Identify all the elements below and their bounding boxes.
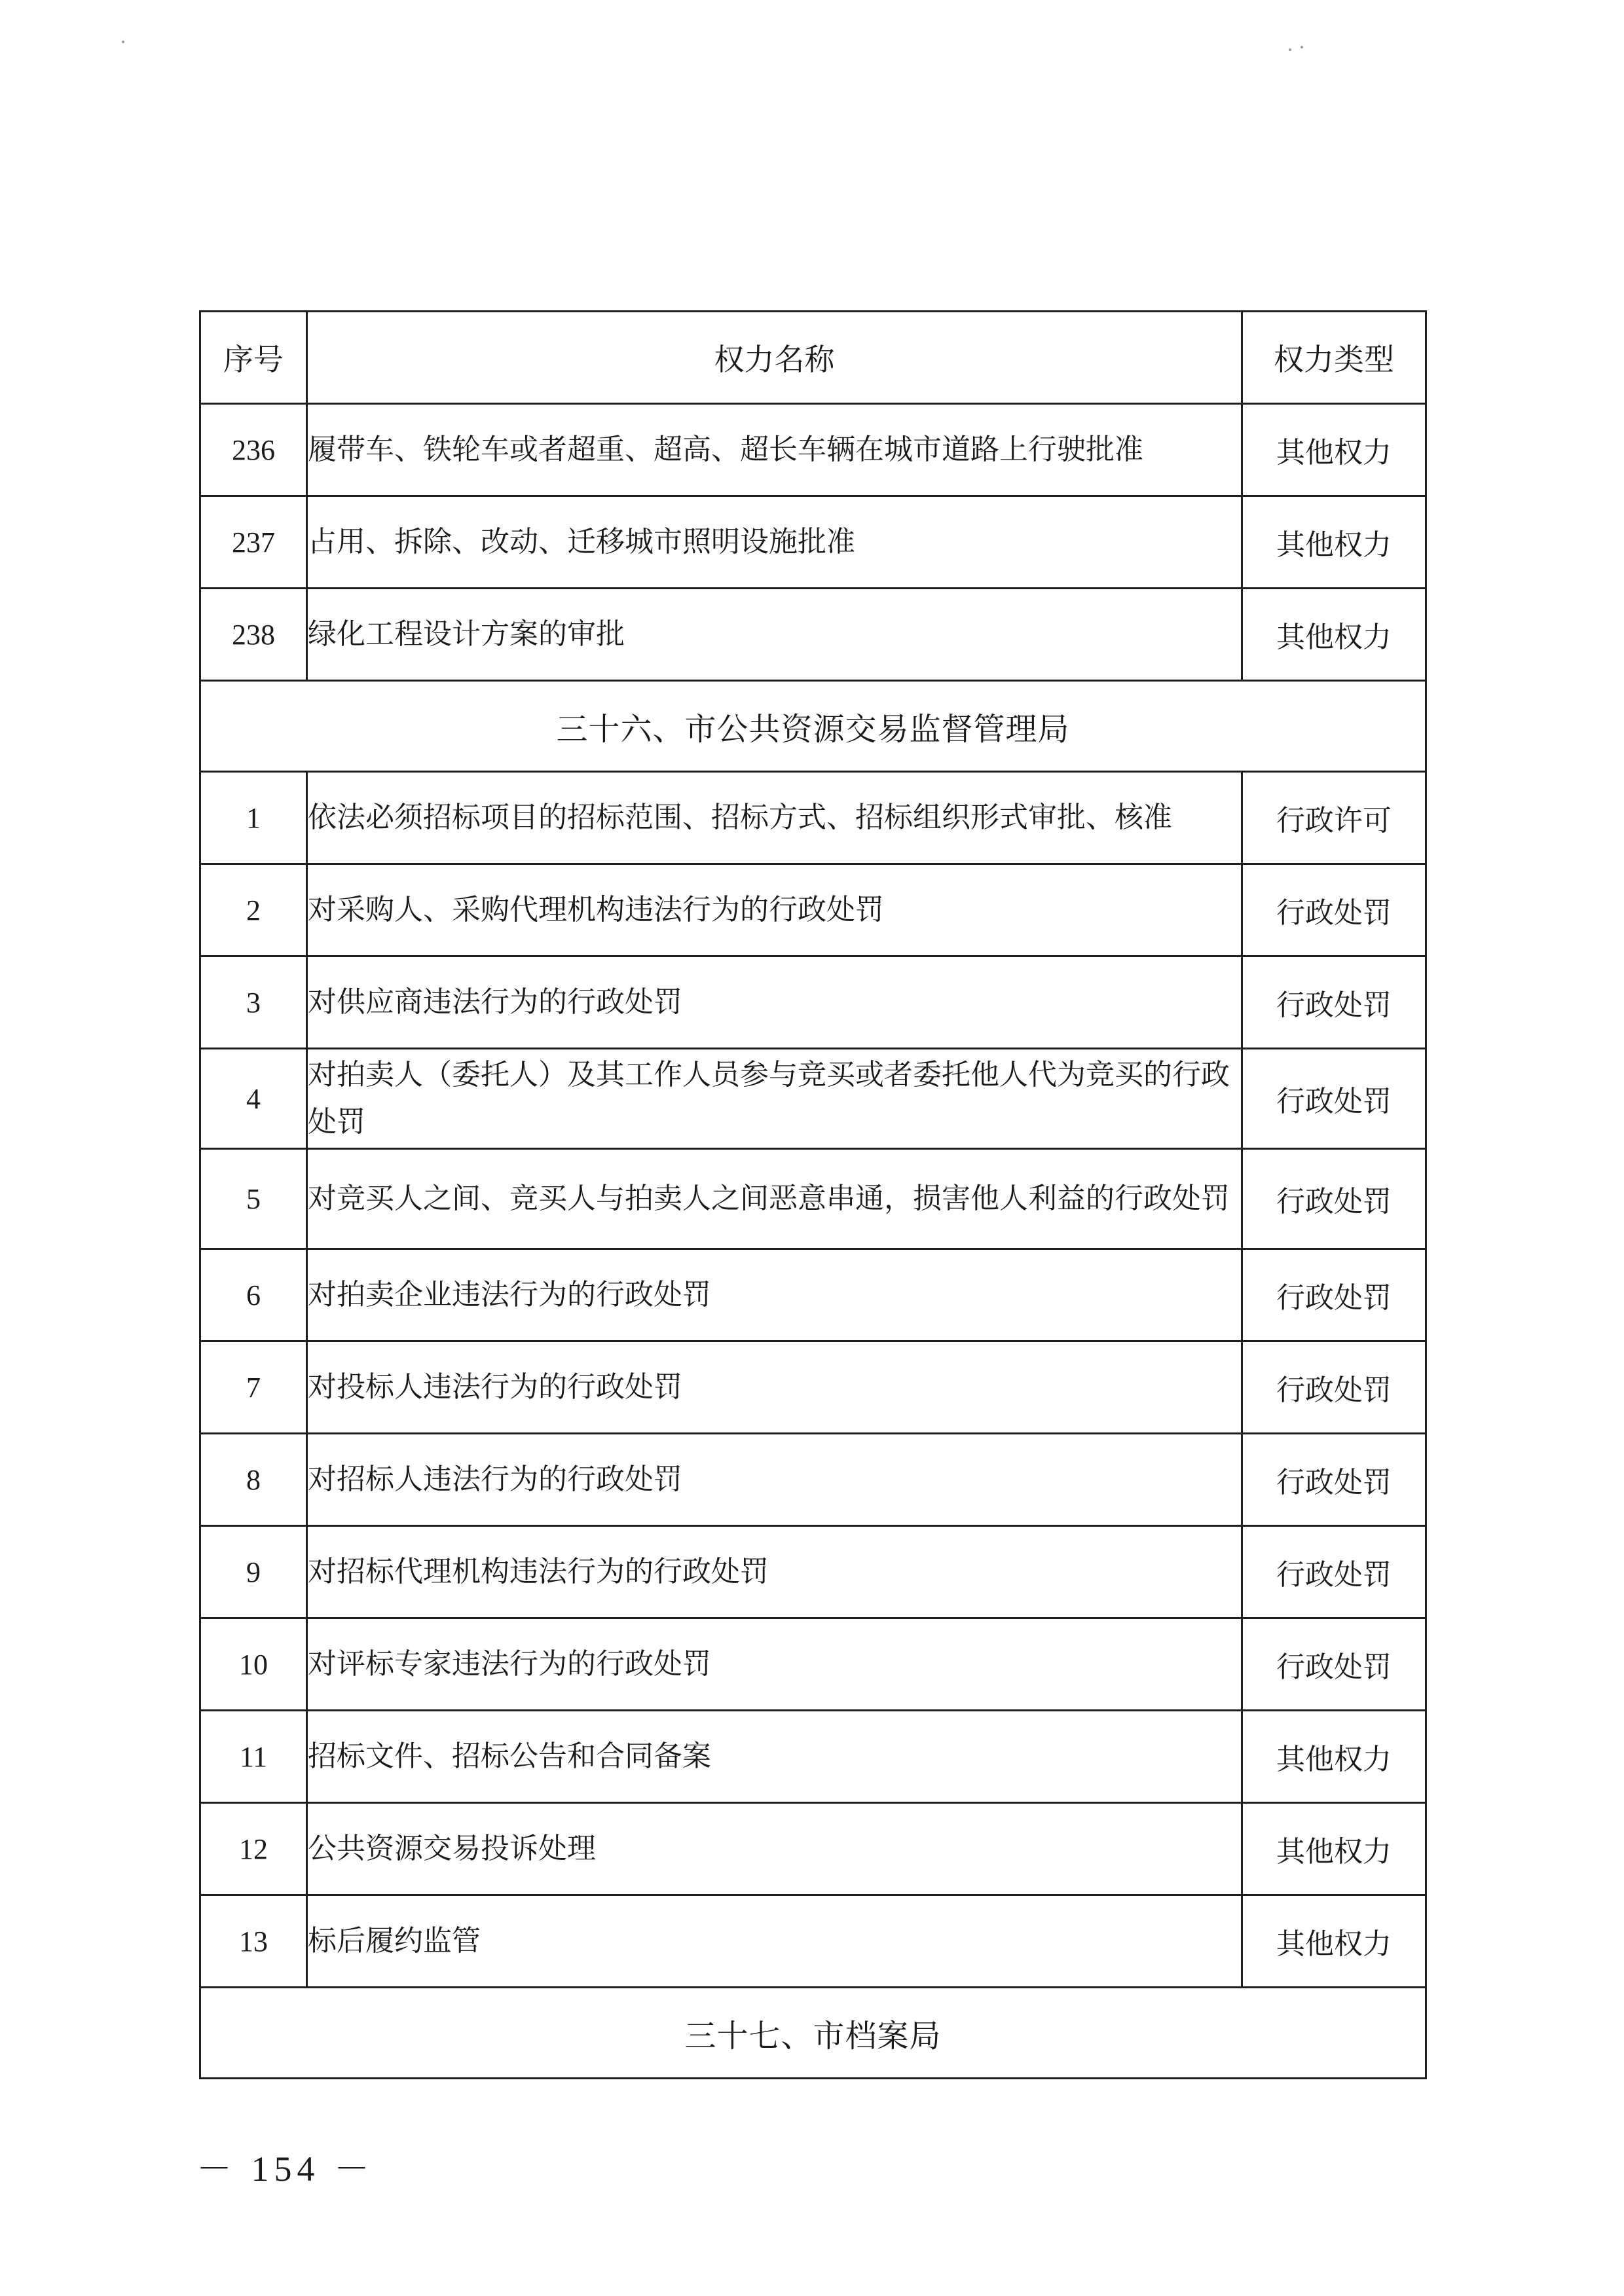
row-serial-number: 4 (200, 1049, 307, 1149)
row-power-type: 其他权力 (1242, 404, 1426, 496)
table-row (200, 1249, 1426, 1341)
row-power-name: 履带车、铁轮车或者超重、超高、超长车辆在城市道路上行驶批准 (307, 404, 1242, 496)
row-power-name: 绿化工程设计方案的审批 (307, 589, 1242, 681)
row-power-name: 标后履约监管 (307, 1895, 1242, 1988)
row-power-name: 对招标代理机构违法行为的行政处罚 (307, 1526, 1242, 1618)
table-row (200, 1895, 1426, 1988)
table-row (200, 1049, 1426, 1149)
row-serial-number: 10 (200, 1618, 307, 1711)
row-serial-number: 8 (200, 1434, 307, 1526)
row-power-type: 行政处罚 (1242, 1618, 1426, 1711)
row-serial-number: 238 (200, 589, 307, 681)
row-power-name: 对招标人违法行为的行政处罚 (307, 1434, 1242, 1526)
row-power-type: 行政处罚 (1242, 1249, 1426, 1341)
row-power-type: 行政许可 (1242, 772, 1426, 864)
row-power-name: 对采购人、采购代理机构违法行为的行政处罚 (307, 864, 1242, 957)
row-power-name: 对投标人违法行为的行政处罚 (307, 1341, 1242, 1434)
row-serial-number: 6 (200, 1249, 307, 1341)
row-serial-number: 5 (200, 1149, 307, 1249)
row-power-name: 对拍卖人（委托人）及其工作人员参与竞买或者委托他人代为竞买的行政处罚 (307, 1049, 1242, 1149)
row-power-type: 其他权力 (1242, 1711, 1426, 1803)
page-number: － 154 － (196, 2149, 375, 2189)
row-power-type: 行政处罚 (1242, 1049, 1426, 1149)
row-serial-number: 236 (200, 404, 307, 496)
table-row (200, 864, 1426, 957)
table-row (200, 1341, 1426, 1434)
section-heading: 三十七、市档案局 (200, 1988, 1426, 2079)
power-list-table (199, 310, 1427, 2079)
section-heading: 三十六、市公共资源交易监督管理局 (200, 681, 1426, 772)
table-row (200, 1149, 1426, 1249)
table-row (200, 1803, 1426, 1895)
row-power-name: 占用、拆除、改动、迁移城市照明设施批准 (307, 496, 1242, 589)
row-serial-number: 2 (200, 864, 307, 957)
row-power-name: 对竞买人之间、竞买人与拍卖人之间恶意串通，损害他人利益的行政处罚 (307, 1149, 1242, 1249)
row-power-name: 依法必须招标项目的招标范围、招标方式、招标组织形式审批、核准 (307, 772, 1242, 864)
scan-speck (122, 41, 124, 43)
row-power-type: 其他权力 (1242, 496, 1426, 589)
row-power-type: 行政处罚 (1242, 957, 1426, 1049)
row-power-type: 其他权力 (1242, 589, 1426, 681)
table-row (200, 496, 1426, 589)
row-serial-number: 1 (200, 772, 307, 864)
section-heading-row (200, 1988, 1426, 2079)
scan-speck (1301, 46, 1303, 48)
row-power-type: 行政处罚 (1242, 1341, 1426, 1434)
row-power-type: 其他权力 (1242, 1803, 1426, 1895)
header-serial-number: 序号 (200, 312, 307, 404)
row-serial-number: 12 (200, 1803, 307, 1895)
row-serial-number: 3 (200, 957, 307, 1049)
table-row (200, 1434, 1426, 1526)
table-row (200, 957, 1426, 1049)
row-power-name: 对供应商违法行为的行政处罚 (307, 957, 1242, 1049)
row-power-type: 其他权力 (1242, 1895, 1426, 1988)
row-power-name: 对评标专家违法行为的行政处罚 (307, 1618, 1242, 1711)
table-row (200, 1526, 1426, 1618)
row-power-name: 公共资源交易投诉处理 (307, 1803, 1242, 1895)
table-row (200, 404, 1426, 496)
table-row (200, 1618, 1426, 1711)
scan-speck (1289, 48, 1291, 51)
row-power-type: 行政处罚 (1242, 864, 1426, 957)
row-power-type: 行政处罚 (1242, 1149, 1426, 1249)
section-heading-row (200, 681, 1426, 772)
row-serial-number: 11 (200, 1711, 307, 1803)
header-power-name: 权力名称 (307, 312, 1242, 404)
row-power-name: 招标文件、招标公告和合同备案 (307, 1711, 1242, 1803)
header-power-type: 权力类型 (1242, 312, 1426, 404)
table-row (200, 1711, 1426, 1803)
table-row (200, 772, 1426, 864)
row-power-type: 行政处罚 (1242, 1526, 1426, 1618)
row-serial-number: 7 (200, 1341, 307, 1434)
table-header-row (200, 312, 1426, 404)
row-power-type: 行政处罚 (1242, 1434, 1426, 1526)
row-serial-number: 13 (200, 1895, 307, 1988)
row-power-name: 对拍卖企业违法行为的行政处罚 (307, 1249, 1242, 1341)
row-serial-number: 237 (200, 496, 307, 589)
table-row (200, 589, 1426, 681)
row-serial-number: 9 (200, 1526, 307, 1618)
